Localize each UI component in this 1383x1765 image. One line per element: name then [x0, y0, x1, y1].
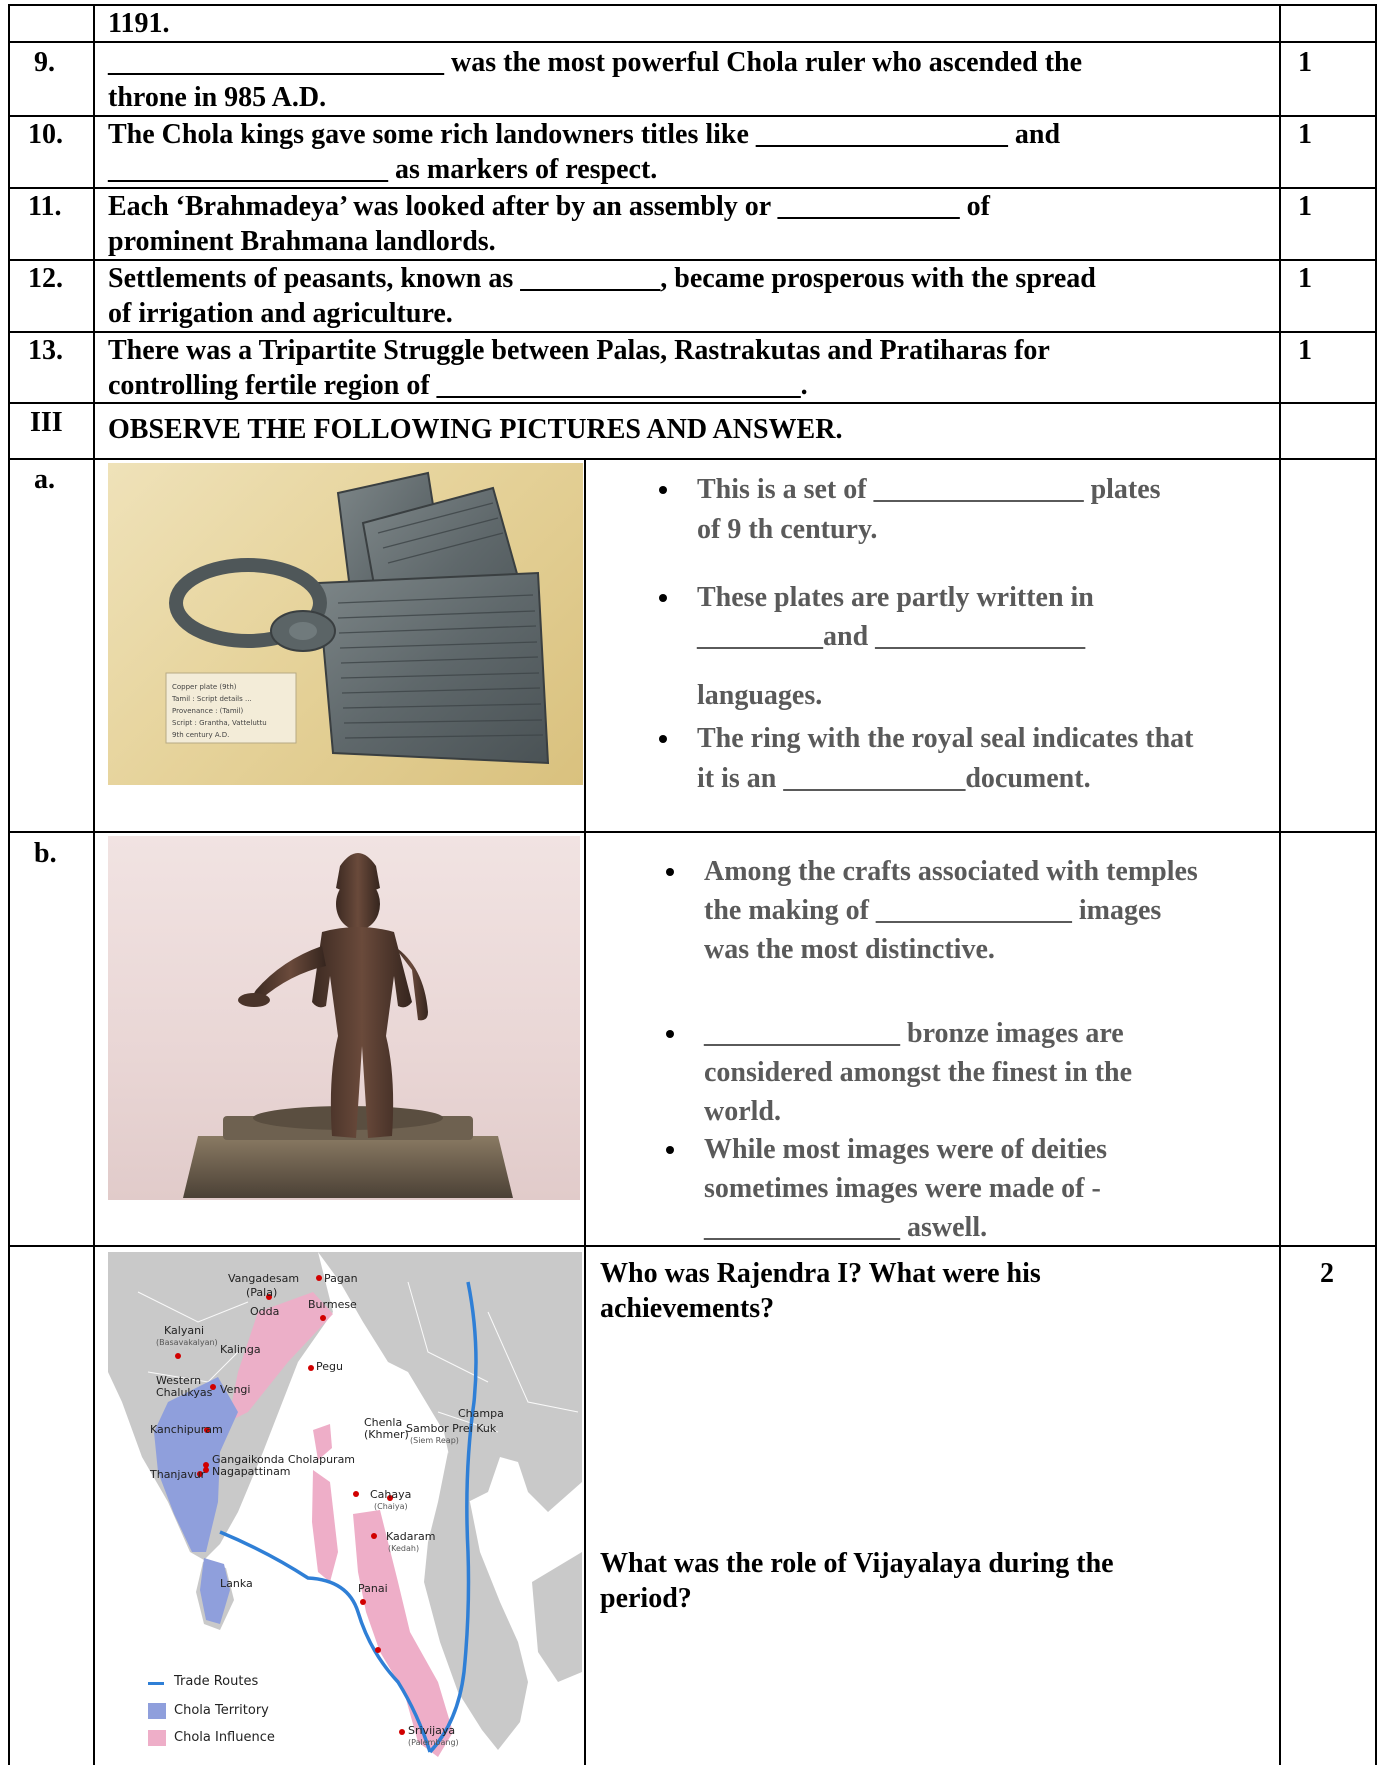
map-label: Pagan [324, 1272, 358, 1285]
question-number: 11. [28, 191, 62, 222]
legend-label: Trade Routes [174, 1674, 259, 1689]
fill-in-text: sometimes images were made of - [704, 1173, 1101, 1204]
part-label: b. [34, 838, 57, 869]
map-label: Srivijaya [408, 1724, 456, 1737]
museum-label-line: Provenance : (Tamil) [172, 707, 244, 715]
bronze-statue-photo [108, 836, 580, 1200]
question-text: ____________________ as markers of respect. [108, 154, 658, 185]
fill-in-text: it is an _____________document. [697, 763, 1091, 794]
question-text: throne in 985 A.D. [108, 82, 327, 113]
question-number: 10. [28, 119, 63, 150]
marks-value: 1 [1298, 119, 1312, 150]
museum-label-line: Copper plate (9th) [172, 683, 237, 691]
question-text: The Chola kings gave some rich landowners titles like __________________ and [108, 119, 1061, 150]
fill-in-text: Among the crafts associated with temples [704, 856, 1198, 887]
museum-label-line: 9th century A.D. [172, 731, 230, 739]
question-number: 13. [28, 335, 63, 366]
map-sublabel: (Basavakalyan) [156, 1338, 218, 1347]
question-number: 12. [28, 263, 63, 294]
chola-map [108, 1252, 582, 1762]
map-sublabel: (Kedah) [388, 1544, 420, 1553]
map-label: Kalyani [164, 1324, 205, 1337]
map-label: Kadaram [386, 1530, 436, 1543]
fill-in-text: ______________ aswell. [704, 1212, 988, 1243]
legend-label: Chola Influence [174, 1730, 275, 1745]
question-text: Settlements of peasants, known as __________, became prosperous with the spread [108, 263, 1096, 294]
bullet-icon [659, 486, 667, 494]
section-heading: OBSERVE THE FOLLOWING PICTURES AND ANSWER. [108, 414, 843, 445]
trade-route-swatch [148, 1682, 164, 1685]
marks-value: 1 [1298, 47, 1312, 78]
map-label: Lanka [220, 1577, 253, 1590]
question-text: There was a Tripartite Struggle between Palas, Rastrakutas and Pratiharas for [108, 335, 1050, 366]
fill-in-text: While most images were of deities [704, 1134, 1108, 1165]
map-sublabel: (Chaiya) [374, 1502, 408, 1511]
map-label: Burmese [308, 1298, 357, 1311]
museum-label-line: Tamil : Script details ... [172, 695, 252, 703]
fill-in-text: world. [704, 1096, 781, 1127]
bullet-icon [659, 594, 667, 602]
copper-plates-photo [108, 463, 583, 785]
marks-value: 2 [1320, 1258, 1334, 1289]
map-label: Chalukyas [156, 1386, 213, 1399]
question-number: 9. [34, 47, 55, 78]
map-label: Odda [250, 1305, 280, 1318]
map-label: Western [156, 1374, 202, 1387]
map-label: Nagapattinam [212, 1465, 291, 1478]
chola-influence-swatch [148, 1730, 166, 1746]
map-label: Thanjavur [150, 1468, 206, 1481]
bullet-icon [666, 868, 674, 876]
marks-value: 1 [1298, 263, 1312, 294]
museum-label-line: Script : Grantha, Vatteluttu [172, 719, 267, 727]
map-label: Vangadesam [228, 1272, 300, 1285]
question-text: controlling fertile region of __________________________. [108, 370, 808, 401]
fill-in-text: These plates are partly written in [697, 582, 1094, 613]
map-label: Kalinga [220, 1343, 261, 1356]
map-sublabel: (Palembang) [408, 1738, 459, 1747]
map-label: Cahaya [370, 1488, 412, 1501]
marks-value: 1 [1298, 191, 1312, 222]
fill-in-text: was the most distinctive. [704, 934, 995, 965]
question-text: Each ‘Brahmadeya’ was looked after by an assembly or _____________ of [108, 191, 990, 222]
map-label: (Pala) [246, 1286, 278, 1299]
question-text: Who was Rajendra I? What were his [600, 1258, 1041, 1289]
question-text: period? [600, 1583, 692, 1614]
map-sublabel: (Siem Reap) [410, 1436, 459, 1445]
map-label: Champa [458, 1407, 504, 1420]
bullet-icon [659, 735, 667, 743]
legend-label: Chola Territory [174, 1703, 269, 1718]
fill-in-text: languages. [697, 680, 823, 711]
bullet-icon [666, 1146, 674, 1154]
map-label: Chenla [364, 1416, 403, 1429]
fill-in-text: The ring with the royal seal indicates that [697, 723, 1194, 754]
map-label: (Khmer) [364, 1428, 409, 1441]
map-label: Sambor Prei Kuk [406, 1422, 497, 1435]
fill-in-text: ______________ bronze images are [704, 1018, 1124, 1049]
fill-in-text: the making of ______________ images [704, 895, 1162, 926]
map-label: Kanchipuram [150, 1423, 223, 1436]
question-text: What was the role of Vijayalaya during the [600, 1548, 1114, 1579]
map-label: Gangaikonda Cholapuram [212, 1453, 356, 1466]
row-continuation-text: 1191. [108, 8, 170, 39]
chola-territory-swatch [148, 1703, 166, 1719]
fill-in-text: _________and _______________ [697, 621, 1086, 652]
fill-in-text: considered amongst the finest in the [704, 1057, 1133, 1088]
map-label: Panai [358, 1582, 388, 1595]
fill-in-text: This is a set of _______________ plates [697, 474, 1161, 505]
part-label: a. [34, 464, 55, 495]
question-text: achievements? [600, 1293, 775, 1324]
map-label: Pegu [316, 1360, 343, 1373]
map-label: Vengi [220, 1383, 251, 1396]
question-text: of irrigation and agriculture. [108, 298, 453, 329]
bullet-icon [666, 1030, 674, 1038]
question-text: prominent Brahmana landlords. [108, 226, 496, 257]
marks-value: 1 [1298, 335, 1312, 366]
question-text: ________________________ was the most powerful Chola ruler who ascended the [108, 47, 1083, 78]
section-number: III [30, 407, 63, 438]
fill-in-text: of 9 th century. [697, 514, 878, 545]
